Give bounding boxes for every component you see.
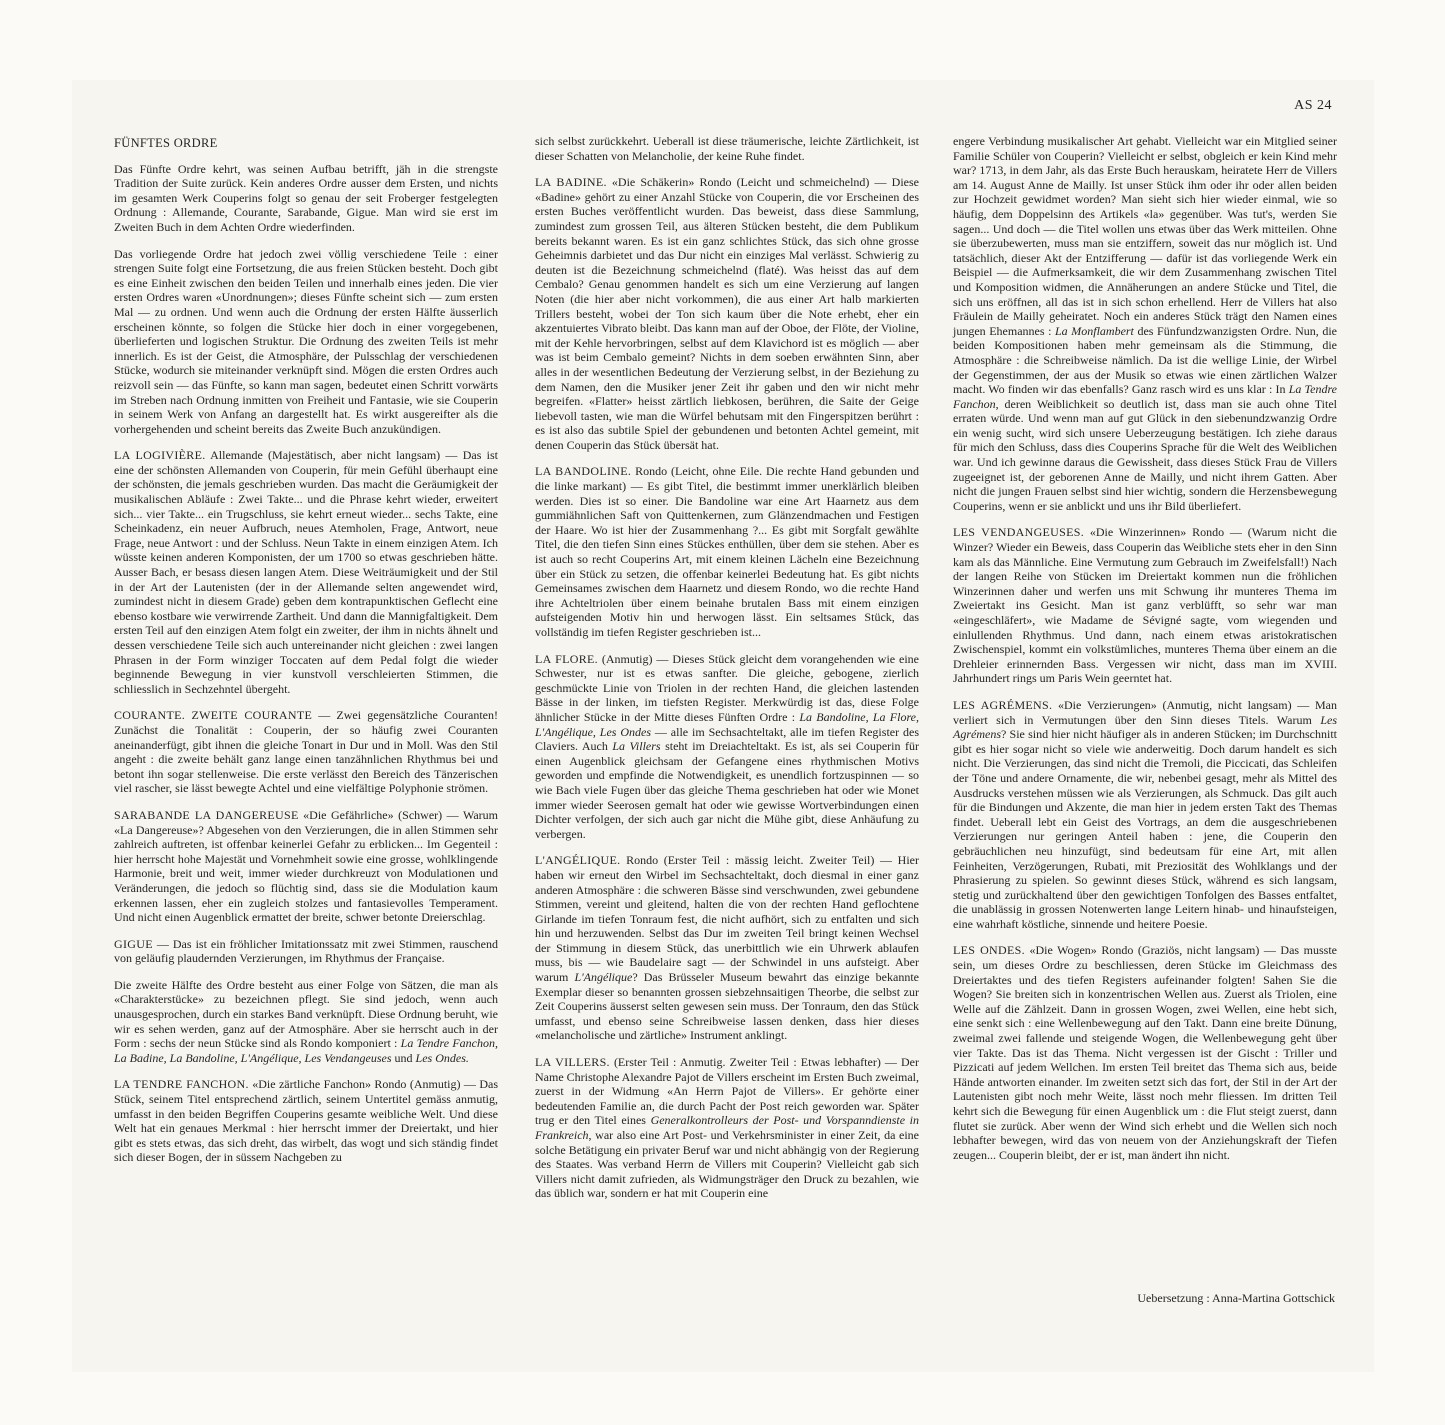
paragraph: sich selbst zurückkehrt. Ueberall ist diese träumerische, leichte Zärtlichkeit, ist dieser Schatten von Melancholie, der keine Ruhe findet. (535, 134, 919, 163)
piece-title: LA BADINE. (535, 175, 607, 190)
translator-credit: Uebersetzung : Anna-Martina Gottschick (1137, 1291, 1335, 1305)
paragraph: LA BANDOLINE. Rondo (Leicht, ohne Eile. Die rechte Hand gebunden und die linke markant) — Es gibt Titel, die bestimmt immer unerklärlich bleiben werden. Dies ist so einer. Die Bandoline war eine Art Haarnetz aus dem gummiähnlichen Saft von Quittenkernen, zum Glänzendmachen und Festigen der Haare. Wo ist hier der Zusammenhang ?... Es gibt mit Sorgfalt gewählte Titel, die den tiefen Sinn eines Stückes enthüllen, über dem sie stehen. Aber es ist auch so recht Couperins Art, mit einem kleinen Lächeln eine Bezeichnung über ein Stück zu setzen, die offenbar keinerlei Bedeutung hat. Es gibt nichts Gemeinsames zwischen dem Haarnetz und diesem Rondo, wo die rechte Hand ihre Achteltriolen über einem beinahe brutalen Bass mit einem einzigen aufsteigenden Motiv hin und herwogen lässt. Ein seltsames Stück, das vollständig im tiefen Register geschrieben ist... (535, 464, 919, 639)
piece-title: LA LOGIVIÈRE. (114, 448, 206, 463)
text-column-2 (535, 134, 919, 1213)
paragraph: Das Fünfte Ordre kehrt, was seinen Aufbau betrifft, jäh in die strengste Tradition der Suite zurück. Kein anderes Ordre ausser dem Ersten, und nichts im gesamten Werk Couperins folgt so genau der seit Froberger festgelegten Ordnung : Allemande, Courante, Sarabande, Gigue. Man wird sie erst im Zweiten Buch in dem Achten Ordre wiederfinden. (114, 161, 498, 234)
text-column-3 (953, 134, 1337, 1174)
paragraph: COURANTE. ZWEITE COURANTE — Zwei gegensätzliche Couranten! Zunächst die Tonalität : Couperin, der so häufig zwei Couranten aneinanderfügt, gibt ihnen die gleiche Tonart in Dur und in Moll. Was den Stil angeht : die zweite behält ganz lange einen tanzähnlichen Rhythmus bei und betont ihn sogar stellenweise. Die erste verlässt den Bereich des Tänzerischen viel rascher, sie lässt bewegte Achtel und eine vielfältige Polyphonie strömen. (114, 708, 498, 796)
paragraph: GIGUE — Das ist ein fröhlicher Imitationssatz mit zwei Stimmen, rauschend von geläufig plaudernden Verzierungen, im Rhythmus der Française. (114, 936, 498, 966)
paragraph: Das vorliegende Ordre hat jedoch zwei völlig verschiedene Teile : einer strengen Suite folgt eine Fortsetzung, die aus freien Stücken besteht. Doch gibt es eine Einheit zwischen den beiden Teilen und innerhalb eines jeden. Die vier ersten Ordres waren «Unordnungen»; dieses Fünfte scheint sich — zum ersten Mal — zu ordnen. Und wenn auch die Ordnung der ersten Hälfte äusserlich erscheinen könnte, so folgen die Stücke hier doch in einer vorgegebenen, überlieferten und logischen Struktur. Die Ordnung des zweiten Teils ist mehr innerlich. Es ist der Geist, die Atmosphäre, der Pulsschlag der verschiedenen Stücke, wodurch sie miteinander verknüpft sind. Mögen die ersten Ordres auch reizvoll sein — das Fünfte, so kann man sagen, bedeutet einen Schritt vorwärts im Streben nach Ordnung inmitten von Freiheit und Fantasie, wie sie Couperin in seinem Werk von Anfang an dargestellt hat. Es wirkt ausgereifter als die vorhergehenden und scheint bereits das Zweite Buch anzukündigen. (114, 246, 498, 436)
piece-title: SARABANDE LA DANGEREUSE (114, 807, 299, 822)
piece-title: LES AGRÉMENS. (953, 697, 1053, 712)
paragraph: LES AGRÉMENS. «Die Verzierungen» (Anmutig, nicht langsam) — Man verliert sich in Vermutungen über den Sinn dieses Titels. Warum Les Agrémens? Sie sind hier nicht häufiger als in anderen Stücken; im Durchschnitt gibt es hier sogar nicht so viele wie anderweitig. Doch darum handelt es sich nicht. Die Verzierungen, das sind nicht die Tremoli, die Piccicati, das Schleifen der Töne und andere Ornamente, die wir, nebenbei gesagt, mehr als Mittel des Ausdrucks verstehen müssen wie als Verzierungen, als Schmuck. Das gilt auch für die Bindungen und Akzente, die man hier in jedem ersten Takt des Themas findet. Ueberall lebt ein Geist des Vortrags, an dem die ausgeschriebenen Verzierungen nur geringen Anteil haben : jene, die Couperin den gebräuchlichen neu hinzufügt, sind bedeutsam für eine Art, mit allen Feinheiten, Verzögerungen, Rubati, mit Preziosität des Wohlklangs und der Phrasierung zu spielen. So gewinnt dieses Stück, während es sich langsam, stetig und zurückhaltend über den gewichtigen Tonfolgen des Basses entfaltet, die unablässig in grossen Notenwerten lange Leitern hinab- und hinaufsteigen, eine wahrhaft köstliche, sinnende und heitere Poesie. (953, 697, 1338, 931)
paragraph: engere Verbindung musikalischer Art gehabt. Vielleicht war ein Mitglied seiner Familie Schüler von Couperin? Vielleicht er selbst, obgleich er kein Kind mehr war? 1713, in dem Jahr, als das Erste Buch herauskam, heiratete Herr de Villers am 14. August Anne de Mailly. Ist unser Stück ihm oder ihr oder allen beiden zur Hochzeit gewidmet worden? Man sieht sich hier wieder einmal, wie so häufig, dem Doppelsinn des Artikels «la» gegenüber. Was tut's, werden Sie sagen... Und doch — die Titel wollen uns etwas über das Werk mitteilen. Ohne sie überzubewerten, muss man sie entziffern, soweit das nur möglich ist. Und tatsächlich, dieser Akt der Entzifferung — dafür ist das vorliegende Werk ein Beispiel — die Aufmerksamkeit, die wir dem Zusammenhang zwischen Titel und Komposition widmen, die Annäherungen an andere Stücke und Titel, die sich uns eröffnen, all das ist in sich schon erhellend. Herr de Villers hat also Fräulein de Mailly geheiratet. Noch ein anderes Stück trägt den Namen eines jungen Ehemannes : La Monflambert des Fünfundzwanzigsten Ordre. Nun, die beiden Kompositionen haben mehr gemeinsam als die Stimmung, die Atmosphäre : die Schreibweise nämlich. Da ist die wellige Linie, der Wirbel der Gegenstimmen, der aus der Musik so etwas wie einen zärtlichen Walzer macht. Wo finden wir das ebenfalls? Ganz rasch wird es uns klar : In La Tendre Fanchon, deren Weiblichkeit so deutlich ist, dass man sie auch ohne Titel erraten würde. Und wenn man auf gut Glück in den siebenundzwanzig Ordre ein wenig sucht, wird sich unsere Ueberzeugung bestätigen. Ich ziehe daraus für mich den Schluss, dass dies Couperins Sprache für die Welt des Weiblichen war. Und ich gewinne daraus die Gewissheit, dass dieses Stück Frau de Villers zugeeignet ist, der geborenen Anne de Mailly, und nicht ihrem Gatten. Aber nicht die jungen Frauen selbst sind hier wichtig, sondern die Herzensbewegung Couperins, wenn er sie anblickt und uns ihr Bild überliefert. (953, 134, 1337, 513)
text-column-1 (114, 136, 498, 1177)
paragraph: LA VILLERS. (Erster Teil : Anmutig. Zweiter Teil : Etwas lebhafter) — Der Name Christophe Alexandre Pajot de Villers erscheint im Ersten Buch zweimal, zuerst in der Widmung «An Herrn Pajot de Villers». Er gehörte einer bedeutenden Familie an, die durch Pacht der Post reich geworden war. Später trug er den Titel eines Generalkontrolleurs der Post- und Vorspanndienste in Frankreich, war also eine Art Post- und Verkehrsminister in einer Zeit, da eine solche Betätigung ein privater Beruf war und nicht abhängig von der Regierung des Staates. Was verband Herrn de Villers mit Couperin? Vielleicht gab sich Villers nicht damit zufrieden, als Widmungsträger den Druck zu bezahlen, wie das üblich war, sondern er hat mit Couperin eine (535, 1055, 920, 1201)
paragraph: LA BADINE. «Die Schäkerin» Rondo (Leicht und schmeichelnd) — Diese «Badine» gehört zu einer Anzahl Stücke von Couperin, die vor Erscheinen des ersten Buches veröffentlicht wurden. Das beweist, dass diese Sammlung, zumindest zum grossen Teil, aus älteren Stücken besteht, die dem Publikum bereits bekannt waren. Es ist ein ganz schlichtes Stück, das sich ohne grosse Geheimnis darbietet und das Dur nicht ein einziges Mal verlässt. Schwierig zu deuten ist die Bezeichnung schmeichelnd (flaté). Was heisst das auf dem Cembalo? Genau genommen handelt es sich um eine Verzierung auf langen Noten (die hier aber nicht vorkommen), die aus einer Art halb markierten Trillers besteht, wobei der Ton sich kaum über die Note erhebt, eher ein akzentuiertes Vibrato bleibt. Das kann man auf der Oboe, der Flöte, der Violine, mit der Kehle hervorbringen, selbst auf dem Klavichord ist es möglich — aber was ist beim Cembalo gemeint? Nichts in dem soeben erwähnten Sinn, aber alles in der wesentlichen Bedeutung der Verzierung selbst, in der Beziehung zu dem Namen, den die Musiker jener Zeit ihr gaben und den wir nicht mehr begreifen. «Flatter» heisst zärtlich liebkosen, berühren, die Saite der Geige liebevoll tasten, wie man die Würfel behutsam mit den Fingerspitzen berührt : es ist also das subtile Spiel der gebundenen und betonten Achtel gemeint, mit denen Couperin das Stück übersät hat. (535, 175, 919, 452)
paragraph: L'ANGÉLIQUE. Rondo (Erster Teil : mässig leicht. Zweiter Teil) — Hier haben wir erneut den Wirbel im Sechsachteltakt, doch diesmal in einer ganz anderen Atmosphäre : die schweren Bässe sind verschwunden, zwei gebundene Stimmen, vereint und gleitend, halten die von der rechten Hand geflochtene Girlande im tiefen Tonraum fest, die nicht aufhört, sich zu entfalten und sich hin und herzuwenden. Selbst das Dur im zweiten Teil bringt keinen Wechsel der Stimmung in diesem Stück, das unerbittlich wie ein Uhrwerk ablaufen muss, bis — wie Baudelaire sagt — der Schwindel in uns aufsteigt. Aber warum L'Angélique? Das Brüsseler Museum bewahrt das einzige bekannte Exemplar dieser so benannten grossen siebzehnsaitigen Theorbe, die selbst zur Zeit Couperins äusserst selten gewesen sein muss. Der Tonraum, den das Stück umfasst, und ebenso seine Schreibweise lassen denken, dass hier dieses «melancholische und zärtliche» Instrument anklingt. (535, 853, 919, 1043)
piece-title: LES ONDES. (953, 943, 1025, 958)
paragraph: SARABANDE LA DANGEREUSE «Die Gefährliche» (Schwer) — Warum «La Dangereuse»? Abgesehen von den Verzierungen, die in allen Stimmen sehr zahlreich auftreten, ist offenbar keinerlei Gefahr zu erblicken... Im Gegenteil : hier herrscht hohe Majestät und Vornehmheit sowie eine grosse, wohlklingende Harmonie, breit und weit, immer wieder durchkreuzt von Modulationen und Veränderungen, die jedoch so flüchtig sind, dass sie die Modulation kaum erkennen lassen, eher ein zugleich stolzes und fantasievolles Temperament. Und nicht einen Augenblick ermattet der breite, schwer betonte Dreierschlag. (114, 807, 498, 925)
paragraph: Die zweite Hälfte des Ordre besteht aus einer Folge von Sätzen, die man als «Charakterstücke» zu bezeichnen pflegt. Sie sind jedoch, wenn auch unausgesprochen, durch ein starkes Band verknüpft. Diese Ordnung beruht, wie wir es sehen werden, ganz auf der Atmosphäre. Aber sie herrscht auch in der Form : sechs der neun Stücke sind als Rondo komponiert : La Tendre Fanchon, La Badine, La Bandoline, L'Angélique, Les Vendangeuses und Les Ondes. (114, 977, 499, 1065)
paragraph: LES VENDANGEUSES. «Die Winzerinnen» Rondo — (Warum nicht die Winzer? Wieder ein Beweis, dass Couperin das Weibliche stets eher in den Sinn kam als das Männliche. Eine Vermutung zum Gebrauch im Zweifelsfall!) Nach der langen Reihe von Stücken im Dreiertakt kommen nun die fröhlichen Winzerinnen daher und werfen uns mit Schwung ihr munteres Thema im Zweiertakt ins Gesicht. Man ist ganz verblüfft, so sehr war man «eingeschläfert», wie Madame de Sévigné sagte, vom wiegenden und einlullenden Rhythmus. Und dann, nach einem etwas aristokratischen Zwischenspiel, kommt ein volkstümliches, munteres Thema über einem an die Drehleier erinnernden Bass. Vergessen wir nicht, dass man im XVIII. Jahrhundert rings um Paris Wein geerntet hat. (953, 525, 1337, 686)
piece-title: LA FLORE. (535, 651, 598, 666)
section-heading: FÜNFTES ORDRE (114, 136, 218, 150)
catalog-number: AS 24 (1294, 98, 1332, 113)
piece-title: LA BANDOLINE. (535, 464, 632, 479)
paragraph: LA FLORE. (Anmutig) — Dieses Stück gleicht dem vorangehenden wie eine Schwester, nur ist es etwas sanfter. Die gleiche, gebogene, zierlich geschmückte Linie von Triolen in der rechten Hand, die gleichen lastenden Bässe in der linken, im tiefsten Register. Merkwürdig ist das, diese Folge ähnlicher Stücke in der Mitte dieses Fünften Ordre : La Bandoline, La Flore, L'Angélique, Les Ondes — alle im Sechsachteltakt, alle im tiefen Register des Claviers. Auch La Villers steht im Dreiachteltakt. Es ist, als sei Couperin für einen Augenblick gleichsam der Gefangene eines rhythmischen Motivs geworden und empfinde die Notwendigkeit, es unendlich fortzuspinnen — so wie Bach viele Fugen über das gleiche Thema geschrieben hat oder wie Monet immer wieder Seerosen gemalt hat oder wie gewisse Wortverbindungen einen Dichter verfolgen, der sich auch gar nicht die Mühe gibt, diese Anhäufung zu verbergen. (535, 651, 919, 841)
liner-notes-sheet (72, 80, 1374, 1372)
paragraph: LA TENDRE FANCHON. «Die zärtliche Fanchon» Rondo (Anmutig) — Das Stück, seinem Titel entsprechend zärtlich, seinem Untertitel gemäss anmutig, umfasst in den beiden Begriffen Couperins gesamte weibliche Welt. Und diese Welt hat ein genaues Merkmal : hier herrscht immer der Dreiertakt, und hier gibt es stets etwas, das sich dreht, das wirbelt, das wogt und sich ständig findet sich dieser Bogen, der in süssem Nachgeben zu (114, 1077, 498, 1165)
piece-title: LA VILLERS. (535, 1055, 610, 1070)
piece-title: COURANTE. ZWEITE COURANTE (114, 708, 313, 723)
piece-title: L'ANGÉLIQUE. (535, 853, 621, 868)
paragraph: LA LOGIVIÈRE. Allemande (Majestätisch, aber nicht langsam) — Das ist eine der schönsten Allemanden von Couperin, für mein Gefühl überhaupt eine der schönsten, die jemals geschrieben wurden. Das macht die Geräumigkeit der musikalischen Abläufe : Zwei Takte... und die Phrase kehrt wieder, erweitert sich... vier Takte... ein Trugschluss, sie kehrt erneut wieder... sechs Takte, eine Scheinkadenz, ein neuer Aufbruch, neues Atemholen, Frage, Antwort, neue Frage, neue Antwort : und der Schluss. Neun Takte in einem einzigen Atem. Ich wüsste keinen anderen Komponisten, der um 1700 so etwas geschrieben hätte. Ausser Bach, er besass diesen langen Atem. Diese Weiträumigkeit und der Stil in der Art der Lautenisten (der in der Allemande selten angewendet wird, zumindest nicht in diesem Grade) geben dem kontrapunktischen Geflecht eine ebenso kostbare wie verwirrende Zartheit. Und dann die Mannigfaltigkeit. Dem ersten Teil auf den einzigen Atem folgt ein zweiter, der ihm in nichts ähnelt und dessen verschiedene Teile sich auch untereinander nicht gleichen : zwei langen Phrasen in der Form winziger Toccaten auf dem Pedal folgt die wieder beginnende Bewegung in vier kunstvoll verschleierten Stimmen, die schliesslich in Sechzehntel übergeht. (114, 448, 498, 696)
piece-title: GIGUE (114, 936, 153, 951)
paragraph: LES ONDES. «Die Wogen» Rondo (Graziös, nicht langsam) — Das musste sein, um dieses Ordre zu beschliessen, deren Stücke im Gleichmass des Dreiertaktes und des tiefen Registers aufeinander folgten! Sahen Sie die Wogen? Sie breiten sich in konzentrischen Wellen aus. Zuerst als Triolen, eine Welle auf die Zählzeit. Dann in grossen Wogen, zwei Wellen, eine hebt sich, eine senkt sich : eine Wellenbewegung auf den Takt. Dann eine breite Dünung, zweimal zwei fallende und steigende Wogen, die Wellenbewegung geht über vier Takte. Das ist das Thema. Nicht vergessen ist der Gischt : Triller und Pizzicati auf jedem Wellchen. Im ersten Teil breitet das Thema sich aus, beide Hände antworten einander. Im zweiten setzt sich das fort, der Stil in der Art der Lautenisten gibt noch mehr Weite, lässt noch mehr fliessen. Im dritten Teil kehrt sich die Bewegung für einen Augenblick um : die Flut steigt zuerst, dann flutet sie zurück. Aber wenn der Wind sich erhebt und die Wellen sich noch lebhafter bewegen, wird das von neuem von der Anziehungskraft der Tiefen zeugen... Couperin bleibt, der er ist, man ändert ihn nicht. (953, 943, 1337, 1162)
piece-title: LA TENDRE FANCHON. (114, 1077, 249, 1092)
piece-title: LES VENDANGEUSES. (953, 525, 1085, 540)
